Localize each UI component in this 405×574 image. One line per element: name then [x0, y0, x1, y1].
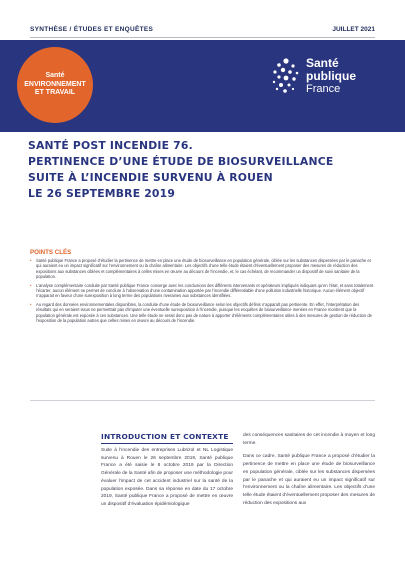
body-paragraph: Suite à l’incendie des entreprises Lubrizol et NL Logistique survenu à Rouen le 26 septembre 2019, Santé publique France a été saisie le 8 octobre 2019 par la Direction Générale de la Santé afin de proposer une méthodologie pour évaluer l’impact de cet accident industriel sur la santé de la population exposée. Dans sa réponse en date du 17 octobre 2019, Santé publique France a proposé de mettre en œuvre un dispositif d’évaluation épidémiologique	[101, 448, 233, 507]
body-column-right	[243, 432, 375, 513]
logo-line3: France	[306, 83, 341, 95]
document-category: SYNTHÈSE / ÉTUDES ET ENQUÊTES	[30, 25, 154, 33]
theme-badge-line2: ENVIRONNEMENT	[24, 80, 86, 88]
title-line1: SANTÉ POST INCENDIE 76.	[28, 139, 193, 152]
theme-badge-line1: Santé	[45, 72, 65, 80]
key-point-item: • L’analyse complémentaire conduite par Santé publique France converge avec les conclusions des différents intervenants et opérateurs impliqués indiquant qu’en l’état, et sans totalement l’écarter, aucun élément ne permet de conclure à l’observation d’une contamination apportée par l’incendie différentiable d’une pollution industrielle historique. Aucun élément objectif n’apparait en faveur d’une surexposition à long terme des populations riveraines aux substances identifiées.	[30, 283, 375, 299]
header-divider	[30, 37, 375, 38]
publication-date: JUILLET 2021	[332, 25, 375, 33]
logo-line1: Santé	[306, 56, 339, 70]
body-paragraph: des conséquences sanitaires de cet incendie à moyen et long terme.	[243, 433, 375, 446]
logo-line2: publique	[306, 69, 356, 83]
body-column-left	[101, 447, 233, 515]
key-point-item: • Au regard des données environnementales disponibles, la conduite d’une étude de biosurveillance selon les objectifs définis n’apparaît pas pertinente. En effet, l’interprétation des résultats qui en seraient issus ne permettrait pas d’imputer une éventuelle surexposition à l’incendie, puisque les enquêtes de biosurveillance menées en France montrent que la population générale est exposée à ces substances. Une telle étude ne serait donc pas de nature à apporter d’éléments complémentaires utiles à des mesures de gestion de réduction de l’exposition de la population autres que celles mises en œuvre au décours de l’incendie.	[30, 302, 375, 324]
title-line2: PERTINENCE D’UNE ÉTUDE DE BIOSURVEILLANCE	[28, 155, 334, 168]
theme-badge	[17, 47, 93, 123]
section-heading-underline	[101, 443, 233, 444]
title-line3: SUITE À L’INCENDIE SURVENU À ROUEN	[28, 171, 273, 184]
body-paragraph: Dans ce cadre, Santé publique France a proposé d’étudier la pertinence de mettre en place une étude de biosurveillance en population générale, ciblée sur les substances dispersées par le panache et qui auraient eu un impact significatif sur l’environnement ou la chaîne alimentaire. Les objectifs d’une telle étude étaient d’éventuellement proposer des mesures de réduction des expositions aux	[243, 454, 375, 506]
key-points-heading: POINTS CLÉS	[30, 249, 72, 256]
spf-logo	[270, 54, 380, 114]
spf-dots-logo-icon	[270, 58, 302, 96]
page-header	[30, 22, 375, 36]
document-title	[28, 138, 378, 202]
section-heading: INTRODUCTION ET CONTEXTE	[101, 432, 229, 441]
title-line4: LE 26 SEPTEMBRE 2019	[28, 187, 176, 200]
key-points-list	[30, 258, 375, 326]
key-points-divider	[30, 400, 375, 401]
key-point-item: • Santé publique France a proposé d’étudier la pertinence de mettre en place une étude de biosurveillance en population générale, ciblée sur les substances dispersées par le panache et qui auraient eu un impact significatif sur l’environnement ou la chaîne alimentaire. Les objectifs d’une telle étude étaient d’éventuellement proposer des mesures de réduction des expositions aux substances ciblées et complémentaires à celles mises en œuvre au décours de l’incendie, et, le cas échéant, de recommander un dispositif de suivi sanitaire de la population.	[30, 258, 375, 280]
theme-badge-line3: ET TRAVAIL	[34, 89, 76, 97]
spf-logo-wordmark	[306, 57, 356, 96]
